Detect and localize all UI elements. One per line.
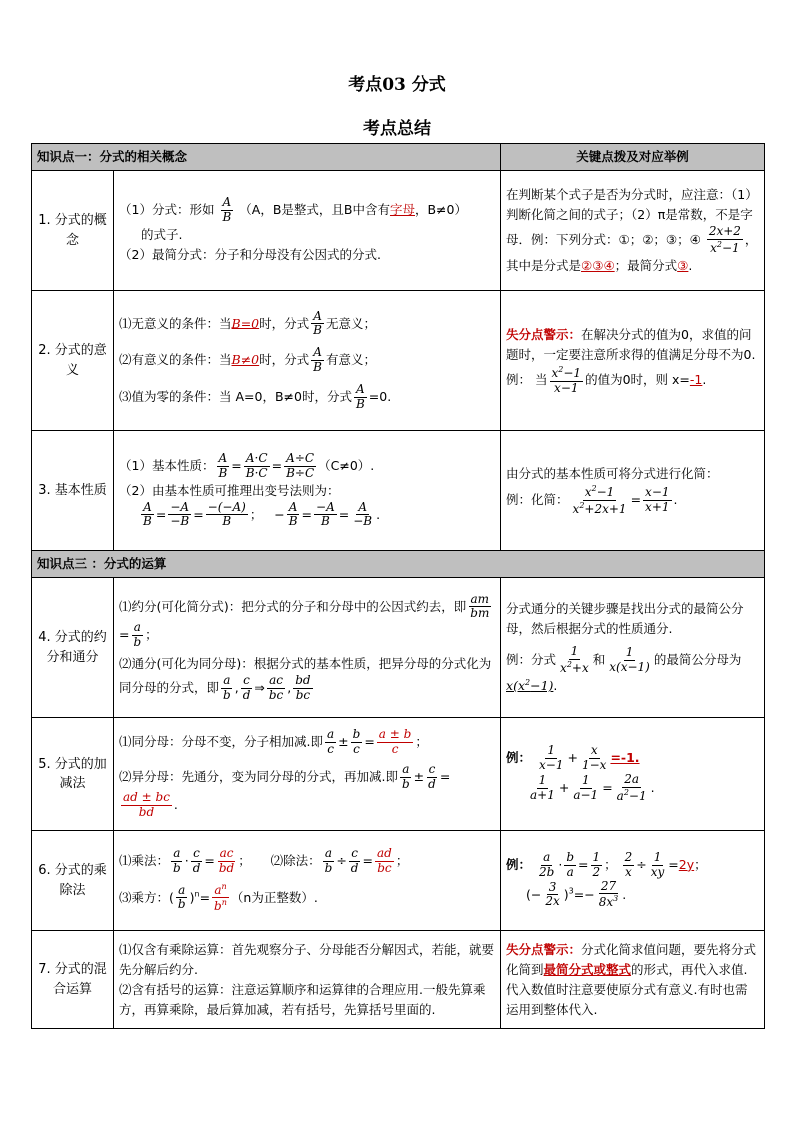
row-note: 失分点警示：在解决分式的值为0，求值的问题时，一定要注意所求得的值满足分母不为0. 例： 当 $\frac{x^2-1}{x-1}$ 的值为0时，则 x=-1. xyxy=(501,291,765,431)
row-content: ⑴同分母：分母不变，分子相加减.即 $\frac{a}{c}$ ± $\frac{b}{c}$ = $\frac{a \pm b}{c}$ ； ⑵异分母：先通分，变为同分母的分式，再加减.即 $\frac{a}{b}$ ± $\frac{c}{d}$ = $\frac{ad \pm bc}{bd}$ . xyxy=(114,718,501,831)
document-subtitle: 考点总结 xyxy=(363,119,431,139)
table-row xyxy=(32,831,765,931)
table-row xyxy=(32,431,765,551)
section3-header: 知识点三 ：分式的运算 xyxy=(32,551,765,578)
section1-header: 知识点一：分式的相关概念 xyxy=(32,144,501,171)
row-content: ⑴无意义的条件：当B=0时，分式 $\frac{A}{B}$ 无意义； ⑵有意义的条件：当B≠0时，分式 $\frac{A}{B}$ 有意义； ⑶值为零的条件：当 A=0，B≠0时，分式 $\frac{A}{B}$ =0. xyxy=(114,291,501,431)
row-label: 1. 分式的概念 xyxy=(32,171,114,291)
row-note: 分式通分的关键步骤是找出分式的最简公分母，然后根据分式的性质通分. 例：分式 $\frac{1}{x^2+x}$ 和 $\frac{1}{x(x-1)}$ 的最简公分母为 $x(x^2-1)$. xyxy=(501,578,765,718)
row-label: 6. 分式的乘除法 xyxy=(32,831,114,931)
row-content: ⑴约分(可化简分式)：把分式的分子和分母中的公因式约去，即 $\frac{am}{bm}$ = $\frac{a}{b}$ ； ⑵通分(可化为同分母)：根据分式的基本性质，把异分母的分式化为同分母的分式，即 $\frac{a}{b}$ , $\frac{c}{d}$ ⇒ $\frac{ac}{bc}$ , $\frac{bd}{bc}$ xyxy=(114,578,501,718)
row-content: ⑴乘法： $\frac{a}{b}$ · $\frac{c}{d}$ = $\frac{ac}{bd}$ ； ⑵除法： $\frac{a}{b}$ ÷ $\frac{c}{d}$ = $\frac{ad}{bc}$ ； ⑶乘方：( $\frac{a}{b}$ )$^n$= $\frac{a^n}{b^n}$ （n为正整数）. xyxy=(114,831,501,931)
row-label: 4. 分式的约分和通分 xyxy=(32,578,114,718)
row-content: （1）分式：形如 $\frac{A}{B}$ （A，B是整式，且B中含有字母，B≠0） 的式子. （2）最简分式：分子和分母没有公因式的分式. xyxy=(114,171,501,291)
row-note: 例： $\frac{1}{x-1}$ + $\frac{x}{1-x}$ =-1. $\frac{1}{a+1}$ + $\frac{1}{a-1}$ = $\frac{2a}{a^2-1}$ . xyxy=(501,718,765,831)
document-title: 考点03 分式 xyxy=(348,75,446,95)
table-row xyxy=(32,578,765,718)
row-label: 5. 分式的加减法 xyxy=(32,718,114,831)
row-content: （1）基本性质： $\frac{A}{B}$ = $\frac{A\cdot C}{B\cdot C}$ = $\frac{A\div C}{B\div C}$ （C≠0）. （2）由基本性质可推理出变号法则为： $\frac{A}{B}$ = $\frac{-A}{-B}$ = $\frac{-(-A)}{B}$ ； − $\frac{A}{B}$ = $\frac{-A}{B}$ = $\frac{A}{-B}$ . xyxy=(114,431,501,551)
row-content: ⑴仅含有乘除运算：首先观察分子、分母能否分解因式，若能，就要先分解后约分. ⑵含有括号的运算：注意运算顺序和运算律的合理应用.一般先算乘方，再算乘除，最后算加减，若有括号，先算括号里面的. xyxy=(114,931,501,1029)
notes-header: 关键点拨及对应举例 xyxy=(501,144,765,171)
table-row xyxy=(32,718,765,831)
row-label: 3. 基本性质 xyxy=(32,431,114,551)
table-row xyxy=(32,291,765,431)
row-note: 失分点警示：分式化简求值问题，要先将分式化简到最简分式或整式的形式，再代入求值.代入数值时注意要使原分式有意义.有时也需运用到整体代入. xyxy=(501,931,765,1029)
summary-table xyxy=(31,143,765,1029)
row-label: 2. 分式的意义 xyxy=(32,291,114,431)
row-note: 例： $\frac{a}{2b}$ · $\frac{b}{a}$ = $\frac{1}{2}$ ； $\frac{2}{x}$ ÷ $\frac{1}{xy}$ =2y； (− $\frac{3}{2x}$ )$^3$=− $\frac{27}{8x^3}$ . xyxy=(501,831,765,931)
row-note: 由分式的基本性质可将分式进行化简： 例：化简： $\frac{x^2-1}{x^2+2x+1}$ = $\frac{x-1}{x+1}$ . xyxy=(501,431,765,551)
row-label: 7. 分式的混合运算 xyxy=(32,931,114,1029)
table-row xyxy=(32,171,765,291)
table-row xyxy=(32,931,765,1029)
row-note: 在判断某个式子是否为分式时，应注意：（1）判断化简之间的式子；（2）π是常数，不是字母．例：下列分式：①；②；③；④ $\frac{2x+2}{x^2-1}$ ，其中是分式是②③④；最简分式③. xyxy=(501,171,765,291)
